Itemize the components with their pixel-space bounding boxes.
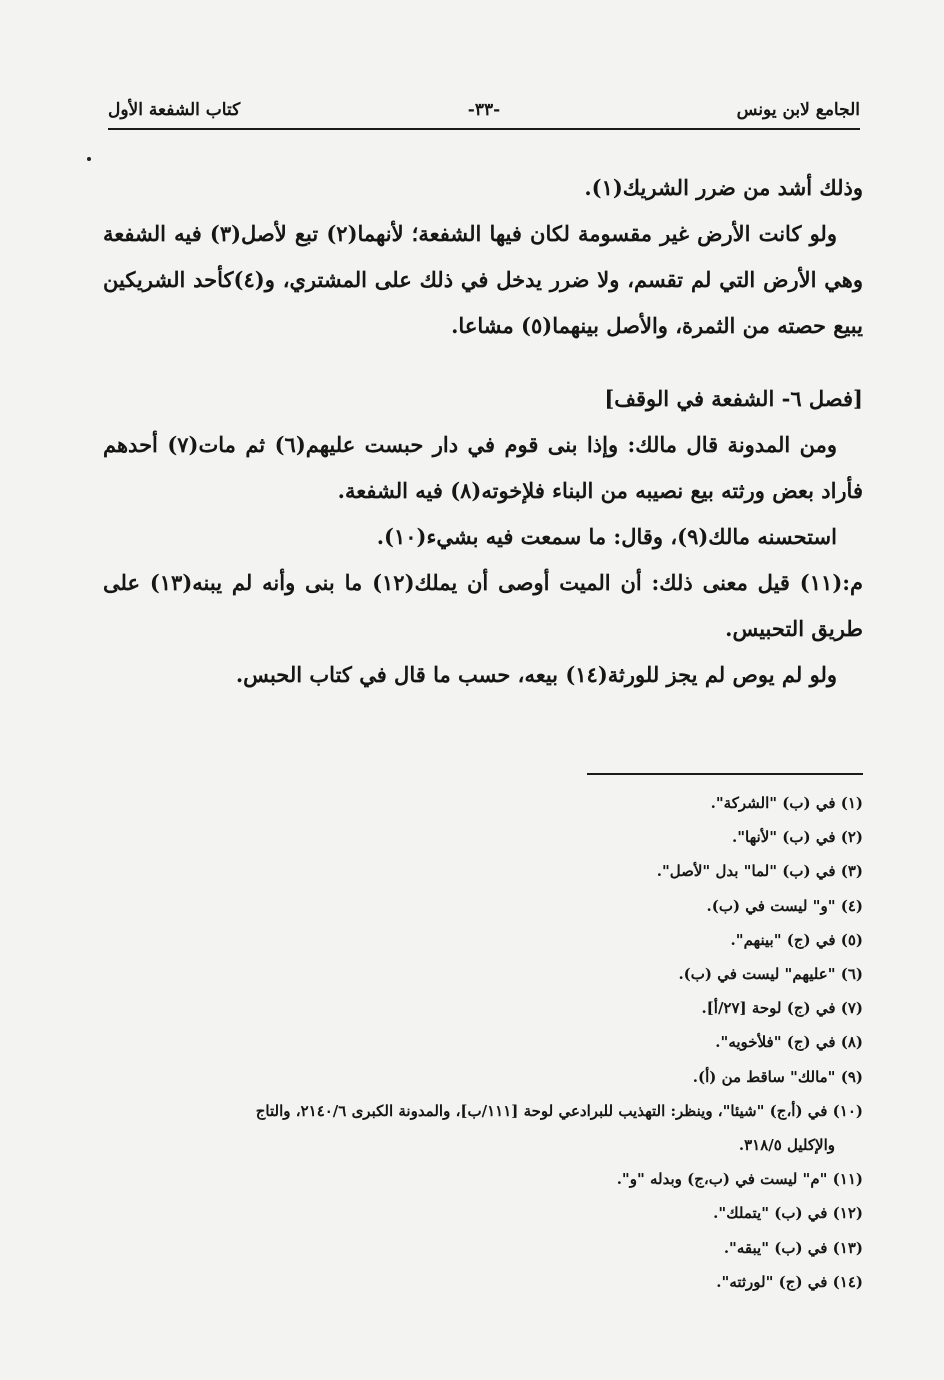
footnote-12: (١٢) في (ب) "يتملك".	[713, 1204, 863, 1223]
footnote-10-continuation: والإكليل ٣١٨/٥.	[738, 1136, 835, 1155]
footnote-1: (١) في (ب) "الشركة".	[710, 794, 863, 812]
section-heading: [فصل ٦- الشفعة في الوقف]	[604, 386, 863, 411]
footnote-2: (٢) في (ب) "لأنها".	[732, 828, 863, 847]
footnote-9: (٩) "مالك" ساقط من (أ).	[692, 1067, 863, 1086]
header-chapter-title: كتاب الشفعة الأول	[108, 100, 241, 120]
footnote-5: (٥) في (ج) "بينهم".	[730, 930, 863, 949]
footnote-7: (٧) في (ج) لوحة [٢٧/أ].	[701, 999, 863, 1018]
footnote-4: (٤) "و" ليست في (ب).	[706, 896, 863, 915]
paragraph-3: ومن المدونة قال مالك: وإذا بنى قوم في دار حبست عليهم(٦) ثم مات(٧) أحدهم فأراد بعض ورثته بيع نصيبه من البناء فلإخوته(٨) فيه الشفعة.	[103, 432, 863, 503]
running-header	[108, 100, 860, 126]
header-rule	[108, 128, 860, 130]
footnotes	[100, 786, 863, 1299]
paragraph-2: ولو كانت الأرض غير مقسومة لكان فيها الشفعة؛ لأنهما(٢) تبع لأصل(٣) فيه الشفعة وهي الأرض التي لم تقسم، ولا ضرر يدخل في ذلك على المشتري، و(٤)كأحد الشريكين يبيع حصته من الثمرة، والأصل بينهما(٥) مشاعا.	[103, 221, 863, 338]
footnote-3: (٣) في (ب) "لما" بدل "لأصل".	[656, 862, 863, 881]
paragraph-6: ولو لم يوص لم يجز للورثة(١٤) بيعه، حسب ما قال في كتاب الحبس.	[235, 662, 837, 687]
main-text	[103, 165, 863, 698]
speck-mark	[87, 157, 91, 161]
page-number: -٣٣-	[467, 100, 501, 120]
header-book-title: الجامع لابن يونس	[736, 100, 860, 120]
footnote-11: (١١) "م" ليست في (ب،ج) وبدله "و".	[616, 1170, 863, 1189]
footnote-14: (١٤) في (ج) "لورثته".	[716, 1272, 863, 1291]
paragraph-1: وذلك أشد من ضرر الشريك(١).	[584, 175, 863, 200]
footnote-13: (١٣) في (ب) "يبقه".	[723, 1238, 863, 1257]
footnote-6: (٦) "عليهم" ليست في (ب).	[678, 965, 863, 984]
footnote-separator	[587, 773, 863, 775]
paragraph-5: م:(١١) قيل معنى ذلك: أن الميت أوصى أن يملك(١٢) ما بنى وأنه لم يبنه(١٣) على طريق التحبيس.	[103, 570, 864, 641]
footnote-8: (٨) في (ج) "فلأخويه".	[715, 1033, 863, 1052]
section-gap	[103, 349, 863, 376]
paragraph-4: استحسنه مالك(٩)، وقال: ما سمعت فيه بشيء(١٠).	[376, 524, 837, 549]
footnote-10: (١٠) في (أ،ج) "شيئا"، وينظر: التهذيب للبرادعي لوحة [١١١/ب]، والمدونة الكبرى ٢١٤٠/٦، والتاج	[255, 1101, 863, 1120]
